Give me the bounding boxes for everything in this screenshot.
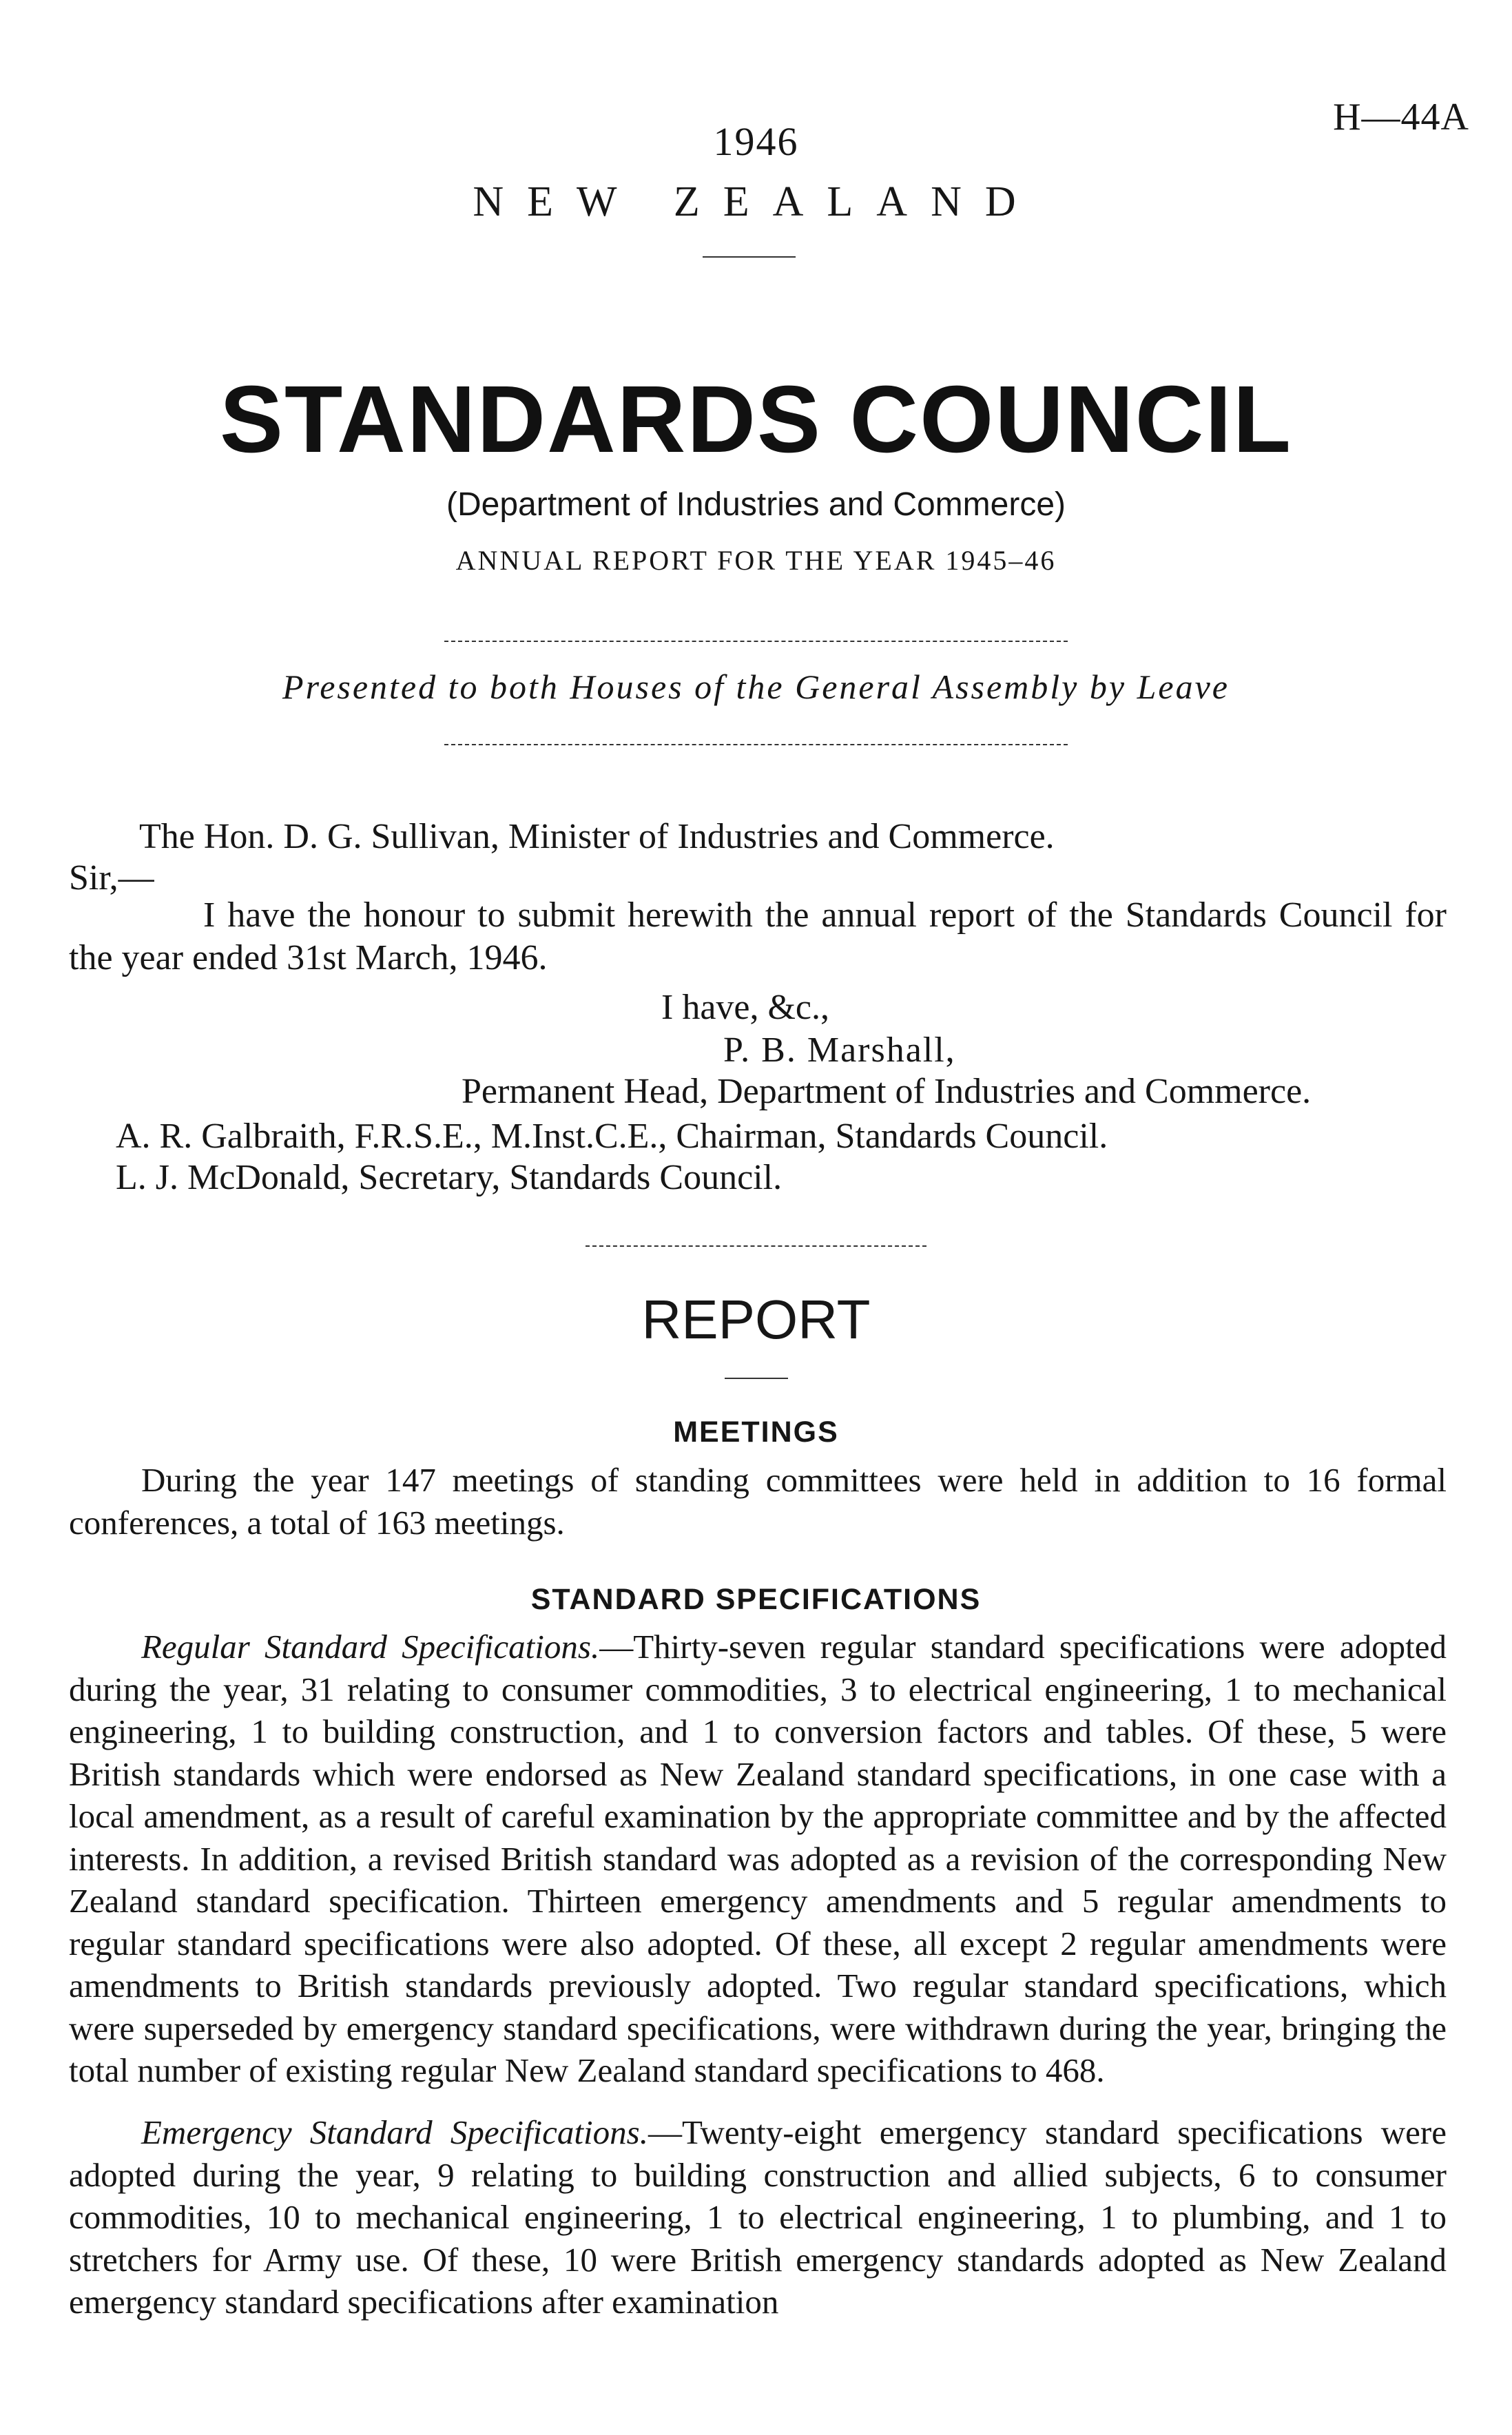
paragraph-text: —Twenty-eight emergency standard specifications were adopted during the year, 9 relating to building construction and allied subjects, 6 to consumer commodities, 10 to mechanical engineering, 1 to electrical engineering, 1 to plumbing, and 1 to stretchers for Army use. Of these, 10 were British emergency standards adopted as New Zealand emergency standard specifications after examination bbox=[69, 2113, 1447, 2321]
section-heading-standard-specifications: STANDARD SPECIFICATIONS bbox=[530, 1583, 982, 1616]
divider bbox=[725, 1378, 788, 1379]
department-subtitle: (Department of Industries and Commerce) bbox=[446, 486, 1066, 523]
letter-salutation: Sir,— bbox=[69, 858, 154, 898]
divider bbox=[444, 641, 1068, 642]
section-heading-meetings: MEETINGS bbox=[673, 1416, 839, 1449]
paragraph-runin: Emergency Standard Specifications. bbox=[141, 2113, 648, 2151]
paragraph-runin: Regular Standard Specifications. bbox=[141, 1628, 600, 1666]
divider bbox=[586, 1245, 926, 1247]
country-heading: NEW ZEALAND bbox=[473, 178, 1039, 225]
annual-report-subtitle: ANNUAL REPORT FOR THE YEAR 1945–46 bbox=[455, 545, 1057, 576]
report-heading: REPORT bbox=[641, 1289, 871, 1350]
presented-line: Presented to both Houses of the General Assembly by Leave bbox=[282, 667, 1230, 706]
signatory-title: Permanent Head, Department of Industries and Commerce. bbox=[462, 1072, 1312, 1111]
letter-addressee: The Hon. D. G. Sullivan, Minister of Industries and Commerce. bbox=[139, 817, 1055, 856]
publication-year: 1946 bbox=[713, 119, 799, 164]
document-title: STANDARDS COUNCIL bbox=[219, 366, 1293, 473]
divider bbox=[703, 256, 796, 258]
signatory-name: P. B. Marshall, bbox=[723, 1030, 956, 1070]
letter-closing: I have, &c., bbox=[661, 988, 830, 1027]
council-chairman: A. R. Galbraith, F.R.S.E., M.Inst.C.E., Chairman, Standards Council. bbox=[116, 1117, 1108, 1156]
regular-specifications-paragraph bbox=[69, 1626, 1447, 2092]
council-secretary: L. J. McDonald, Secretary, Standards Council. bbox=[116, 1158, 783, 1197]
divider bbox=[444, 744, 1068, 745]
paragraph-text: —Thirty-seven regular standard specifications were adopted during the year, 31 relating to consumer commodities, 3 to electrical engineering, 1 to mechanical engineering, 1 to building construction, and 1 to conversion factors and tables. Of these, 5 were British standards which were endorsed as New Zealand standard specifications, in one case with a local amendment, as a result of careful examination by the appropriate committee and by the affected interests. In addition, a revised British standard was adopted as a revision of the corresponding New Zealand standard specification. Thirteen emergency amendments and 5 regular amendments to regular standard specifications were also adopted. Of these, all except 2 regular amendments were amendments to British standards previously adopted. Two regular standard specifications, which were superseded by emergency standard specifications, were withdrawn during the year, bringing the total number of existing regular New Zealand standard specifications to 468. bbox=[69, 1628, 1447, 2089]
letter-body: I have the honour to submit herewith the annual report of the Standards Council for the year ended 31st March, 1946. bbox=[69, 895, 1447, 977]
meetings-paragraph bbox=[69, 1459, 1447, 1544]
paragraph-text: During the year 147 meetings of standing committees were held in addition to 16 formal conferences, a total of 163 meetings. bbox=[69, 1461, 1447, 1542]
page-reference: H—44A bbox=[1333, 96, 1469, 138]
emergency-specifications-paragraph bbox=[69, 2111, 1447, 2323]
